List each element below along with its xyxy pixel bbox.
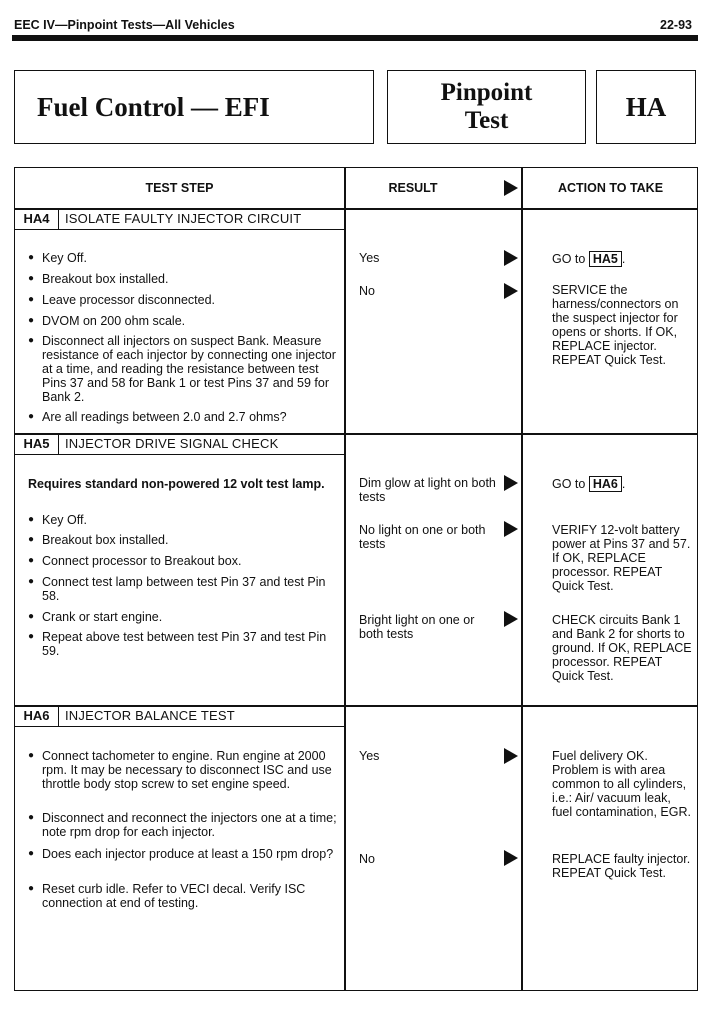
result-arrow-icon	[504, 611, 518, 627]
goto-period: .	[621, 477, 626, 491]
action-text: CHECK circuits Bank 1 and Bank 2 for shorts to ground. If OK, REPLACE processor. REPEAT Quick Test.	[552, 613, 692, 683]
result-arrow-icon	[504, 180, 518, 196]
column-divider	[344, 168, 346, 990]
step-id: HA6	[15, 705, 59, 726]
action-text: REPLACE faulty injector. REPEAT Quick Test.	[552, 852, 691, 880]
result-arrow-icon	[504, 521, 518, 537]
action-text: VERIFY 12-volt battery power at Pins 37 and 57. If OK, REPLACE processor. REPEAT Quick Test.	[552, 523, 691, 593]
column-divider	[521, 168, 523, 990]
goto-label: GO to	[552, 252, 586, 266]
step-bullet: ● Connect processor to Breakout box.	[28, 554, 340, 568]
result-text: Bright light on one or both tests	[359, 613, 475, 641]
step-bar-ha4	[15, 208, 345, 230]
step-bullet: ● Key Off.	[28, 251, 340, 265]
goto-period: .	[621, 252, 626, 266]
column-header-result: RESULT	[388, 181, 438, 195]
step-bullet: ● Breakout box installed.	[28, 272, 340, 286]
step-name: ISOLATE FAULTY INJECTOR CIRCUIT	[65, 211, 302, 226]
running-header: EEC IV—Pinpoint Tests—All Vehicles	[14, 18, 235, 32]
test-code: HA	[625, 91, 667, 122]
page-number: 22-93	[660, 18, 692, 32]
action-text: SERVICE the harness/connectors on the suspect injector for opens or shorts. If OK, REPLACE injector. REPEAT Quick Test.	[552, 283, 679, 367]
result-arrow-icon	[504, 250, 518, 266]
result-arrow-icon	[504, 748, 518, 764]
step-bullet: ● Does each injector produce at least a 150 rpm drop?	[28, 847, 340, 861]
pinpoint-test-box	[387, 70, 586, 144]
result-text: Yes	[359, 749, 380, 763]
test-label: Test	[464, 107, 509, 134]
column-header-test-step: TEST STEP	[145, 181, 214, 195]
step-bullet: ● Disconnect all injectors on suspect Bank. Measure resistance of each injector by connecting one injector at a time, and reading the resistance between test Pins 37 and 58 for Bank 1 or test Pins 37 and 59 for Bank 2.	[28, 334, 340, 404]
step-name: INJECTOR BALANCE TEST	[65, 708, 235, 723]
test-code-box	[596, 70, 696, 144]
pinpoint-label: Pinpoint	[440, 79, 533, 106]
step-id: HA4	[15, 208, 59, 229]
step-bullet: ● Leave processor disconnected.	[28, 293, 340, 307]
step-bullet: ● Connect tachometer to engine. Run engine at 2000 rpm. It may be necessary to disconnect ISC and use throttle body stop screw to set engine speed.	[28, 749, 340, 791]
goto-step-link[interactable]: HA6	[589, 476, 622, 492]
action-text	[552, 251, 694, 267]
action-text	[552, 476, 694, 492]
column-header-action: ACTION TO TAKE	[557, 181, 664, 195]
page-title: Fuel Control — EFI	[37, 91, 270, 122]
result-arrow-icon	[504, 283, 518, 299]
action-text: Fuel delivery OK. Problem is with area common to all cylinders, i.e.: Air/ vacuum leak, fuel contamination, EGR.	[552, 749, 691, 819]
step-bullet: ● Crank or start engine.	[28, 610, 340, 624]
header-rule	[12, 35, 698, 41]
step-bullet: ● Connect test lamp between test Pin 37 and test Pin 58.	[28, 575, 340, 603]
result-text: No light on one or both tests	[359, 523, 486, 551]
step-bullet: ● Breakout box installed.	[28, 533, 340, 547]
step-bar-ha5	[15, 433, 345, 455]
step-bullet: ● Are all readings between 2.0 and 2.7 ohms?	[28, 410, 340, 424]
step-bar-ha6	[15, 705, 345, 727]
title-box	[14, 70, 374, 144]
result-arrow-icon	[504, 850, 518, 866]
step-id: HA5	[15, 433, 59, 454]
step-bullet: ● Disconnect and reconnect the injectors one at a time; note rpm drop for each injector.	[28, 811, 340, 839]
goto-step-link[interactable]: HA5	[589, 251, 622, 267]
result-text: No	[359, 284, 375, 298]
step-bullet: ● Repeat above test between test Pin 37 and test Pin 59.	[28, 630, 340, 658]
pinpoint-table	[14, 167, 698, 991]
result-text: Dim glow at light on both tests	[359, 476, 496, 504]
step-bullet: ● DVOM on 200 ohm scale.	[28, 314, 340, 328]
result-arrow-icon	[504, 475, 518, 491]
step-bullet: ● Key Off.	[28, 513, 340, 527]
step-note: Requires standard non-powered 12 volt test lamp.	[28, 477, 325, 491]
result-text: No	[359, 852, 375, 866]
goto-label: GO to	[552, 477, 586, 491]
result-text: Yes	[359, 251, 380, 265]
step-bullet: ● Reset curb idle. Refer to VECI decal. Verify ISC connection at end of testing.	[28, 882, 340, 910]
step-name: INJECTOR DRIVE SIGNAL CHECK	[65, 436, 279, 451]
